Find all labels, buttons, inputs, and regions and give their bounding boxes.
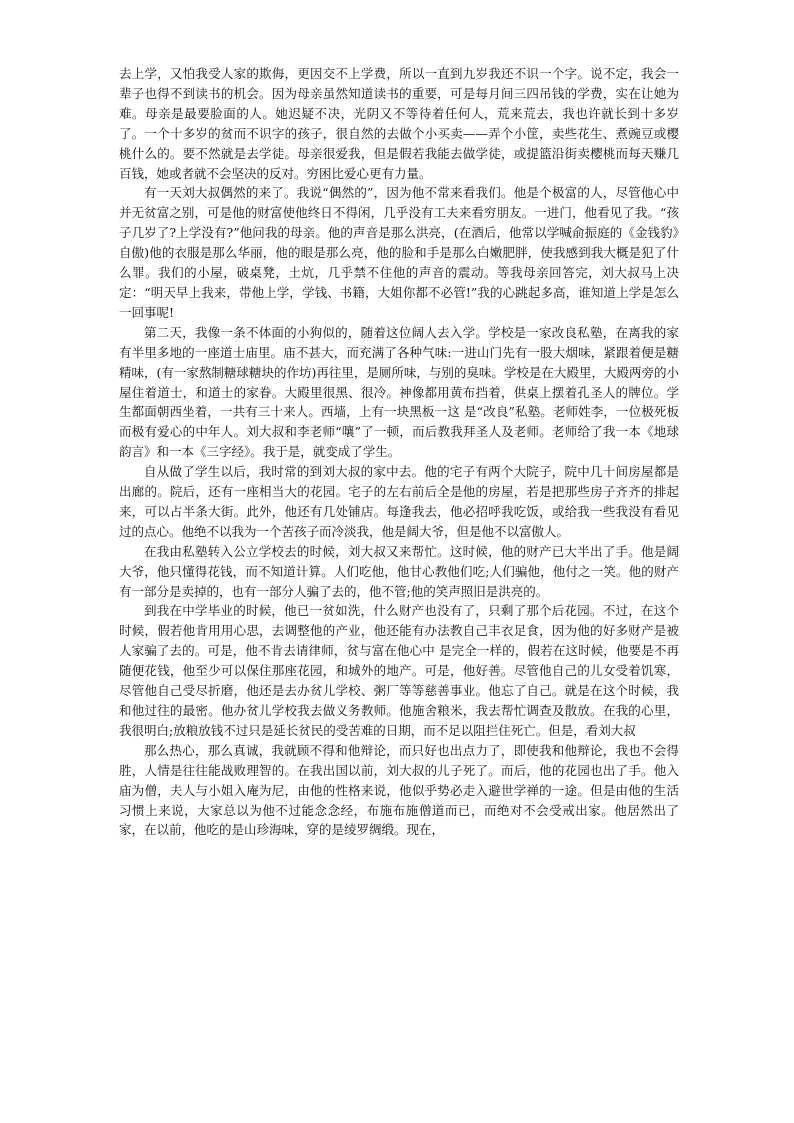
paragraph-7: 那么热心，那么真诚，我就顾不得和他辩论，而只好也出点力了，即使我和他辩论，我也不会得胜，人情是往往能战败理智的。在我出国以前，刘大叔的儿子死了。而后，他的花园也出了手。他入庙为僧，夫人与小姐入庵为尼，由他的性格来说，他似乎势必走入避世学禅的一途。但是由他的生活习惯上来说，大家总以为他不过能念念经，布施布施僧道而已，而绝对不会受戒出家。他居然出了家，在以前，他吃的是山珍海味，穿的是绫罗绸缎。现在， (119, 742, 679, 838)
document-page (119, 64, 679, 840)
paragraph-6: 到我在中学毕业的时候，他已一贫如洗，什么财产也没有了，只剩了那个后花园。不过，在这个时候，假若他肯用用心思，去调整他的产业，他还能有办法教自己丰衣足食，因为他的好多财产是被人家骗了去的。可是，他不肯去请律师，贫与富在他心中 是完全一样的，假若在这时候，他要是不再随便花钱，他至少可以保住那座花园，和城外的地产。可是，他好善。尽管他自己的儿女受着饥寒，尽管他自己受尽折磨，他还是去办贫儿学校、粥厂等等慈善事业。他忘了自己。就是在这个时候，我和他过往的最密。他办贫儿学校我去做义务教师。他施舍粮米，我去帮忙调查及散放。在我的心里，我很明白;放粮放钱不过只是延长贫民的受苦难的日期，而不足以阻拦住死亡。但是，看刘大叔 (119, 603, 679, 738)
paragraph-2: 有一天刘大叔偶然的来了。我说“偶然的”，因为他不常来看我们。他是个极富的人，尽管他心中并无贫富之别，可是他的财富使他终日不得闲，几乎没有工夫来看穷朋友。一进门，他看见了我。“孩子几岁了?上学没有?”他问我的母亲。他的声音是那么洪亮，(在酒后，他常以学喊俞振庭的《金钱豹》自傲)他的衣服是那么华丽，他的眼是那么亮，他的脸和手是那么白嫩肥胖，使我感到我大概是犯了什么罪。我们的小屋，破桌凳，土炕，几乎禁不住他的声音的震动。等我母亲回答完，刘大叔马上决定：“明天早上我来，带他上学，学钱、书籍，大姐你都不必管!”我的心跳起多高，谁知道上学是怎么一回事呢! (119, 185, 679, 320)
paragraph-5: 在我由私塾转入公立学校去的时候，刘大叔又来帮忙。这时候，他的财产已大半出了手。他是阔大爷，他只懂得花钱，而不知道计算。人们吃他，他甘心教他们吃;人们骗他，他付之一笑。他的财产有一部分是卖掉的，也有一部分人骗了去的，他不管;他的笑声照旧是洪亮的。 (119, 543, 679, 599)
paragraph-1: 去上学，又怕我受人家的欺侮，更因交不上学费，所以一直到九岁我还不识一个字。说不定，我会一辈子也得不到读书的机会。因为母亲虽然知道读书的重要，可是每月间三四吊钱的学费，实在让她为难。母亲是最要脸面的人。她迟疑不决，光阴又不等待着任何人，荒来荒去，我也许就长到十多岁了。一个十多岁的贫而不识字的孩子，很自然的去做个小买卖——弄个小筐，卖些花生、煮豌豆或樱桃什么的。要不然就是去学徒。母亲很爱我，但是假若我能去做学徒，或提篮沿街卖樱桃而每天赚几百钱，她或者就不会坚决的反对。穷困比爱心更有力量。 (119, 66, 679, 181)
paragraph-3: 第二天，我像一条不体面的小狗似的，随着这位阔人去入学。学校是一家改良私塾，在离我的家有半里多地的一座道士庙里。庙不甚大，而充满了各种气味:一进山门先有一股大烟味，紧跟着便是糖精味，(有一家熬制糖球糖块的作坊)再往里，是厕所味，与别的臭味。学校是在大殿里，大殿两旁的小屋住着道士，和道士的家眷。大殿里很黑、很冷。神像都用黄布挡着，供桌上摆着孔圣人的牌位。学生都面朝西坐着，一共有三十来人。西墙，上有一块黑板一这 是“改良”私塾。老师姓李，一位极死板而极有爱心的中年人。刘大叔和李老师“嚷”了一顿，而后教我拜圣人及老师。老师给了我一本《地球韵言》和一本《三字经》。我于是，就变成了学生。 (119, 324, 679, 460)
paragraph-4: 自从做了学生以后，我时常的到刘大叔的家中去。他的宅子有两个大院子，院中几十间房屋都是出廊的。院后，还有一座相当大的花园。宅子的左右前后全是他的房屋，若是把那些房子齐齐的排起来，可以占半条大街。此外，他还有几处铺店。每逢我去，他必招呼我吃饭，或给我一些我没有看见过的点心。他绝不以我为一个苦孩子而冷淡我，他是阔大爷，但是他不以富傲人。 (119, 464, 679, 539)
